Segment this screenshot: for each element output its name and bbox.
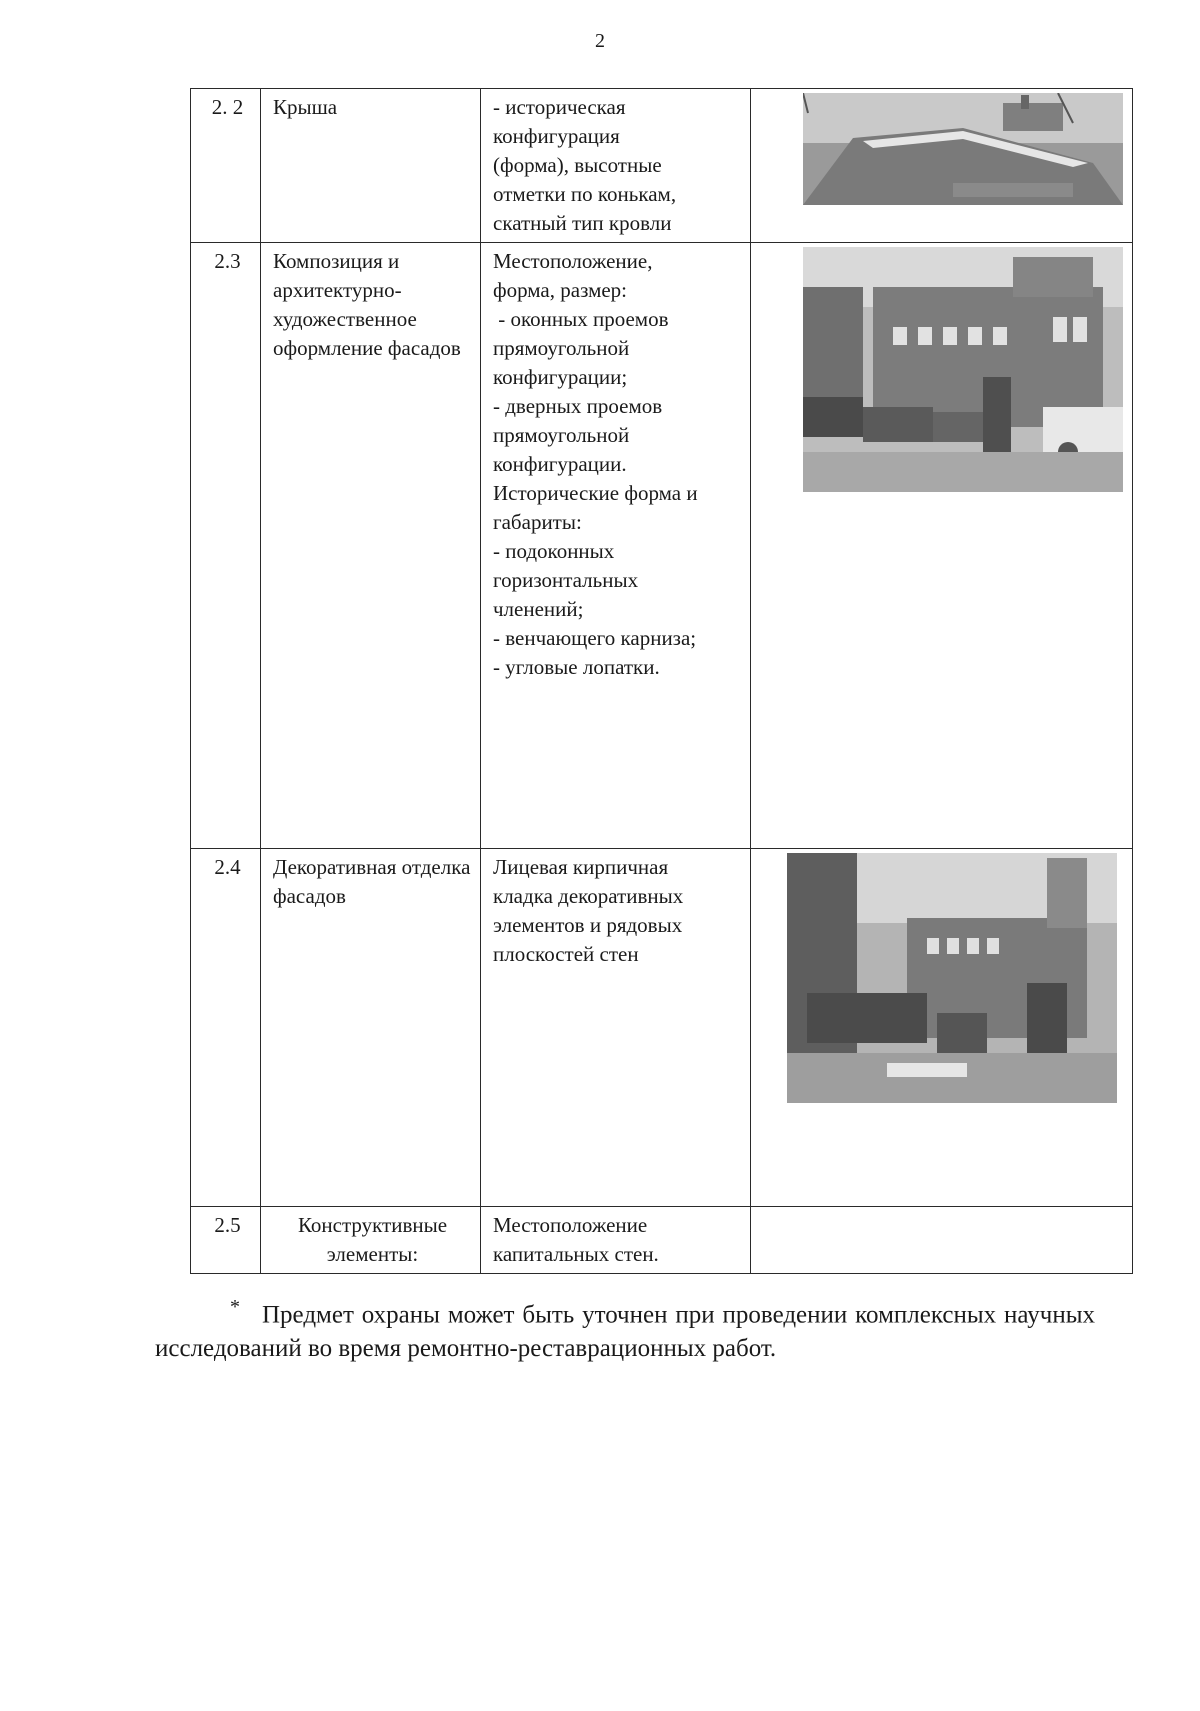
description-line: скатный тип кровли bbox=[493, 211, 672, 235]
brickwork-photo bbox=[787, 853, 1117, 1103]
table-row bbox=[191, 1207, 1133, 1274]
footnote-marker: * bbox=[230, 1296, 240, 1318]
element-name: Крыша bbox=[261, 89, 481, 243]
description-line: габариты: bbox=[493, 510, 582, 534]
protection-table bbox=[190, 88, 1133, 1274]
element-name: Композиция и архитектурно-художественное оформление фасадов bbox=[261, 243, 481, 849]
element-description bbox=[481, 1207, 751, 1274]
description-line: - дверных проемов bbox=[493, 394, 663, 418]
roof-photo bbox=[803, 93, 1123, 205]
footnote bbox=[155, 1290, 1095, 1366]
description-line: - историческая bbox=[493, 95, 626, 119]
table-row bbox=[191, 849, 1133, 1207]
description-line: - оконных проемов bbox=[493, 307, 669, 331]
description-line: конфигурация bbox=[493, 124, 620, 148]
photo-cell-empty bbox=[751, 1207, 1133, 1274]
element-name: Декоративная отделка фасадов bbox=[261, 849, 481, 1207]
table-row bbox=[191, 243, 1133, 849]
photo-cell bbox=[751, 243, 1133, 849]
description-line: Лицевая кирпичная bbox=[493, 855, 669, 879]
description-line: элементов и рядовых bbox=[493, 913, 683, 937]
row-number: 2.5 bbox=[191, 1207, 261, 1274]
description-line: конфигурации. bbox=[493, 452, 627, 476]
table-row bbox=[191, 89, 1133, 243]
photo-cell bbox=[751, 89, 1133, 243]
description-line: конфигурации; bbox=[493, 365, 628, 389]
footnote-text: Предмет охраны может быть уточнен при проведении комплексных научных исследований во время ремонтно-реставрационных работ. bbox=[155, 1301, 1095, 1363]
description-line: горизонтальных bbox=[493, 568, 639, 592]
element-name: Конструктивные элементы: bbox=[261, 1207, 481, 1274]
description-line: форма, размер: bbox=[493, 278, 628, 302]
element-description bbox=[481, 849, 751, 1207]
description-line: прямоугольной bbox=[493, 423, 630, 447]
row-number: 2.3 bbox=[191, 243, 261, 849]
description-line: кладка декоративных bbox=[493, 884, 684, 908]
description-line: - венчающего карниза; bbox=[493, 626, 697, 650]
element-description bbox=[481, 243, 751, 849]
facade-photo bbox=[803, 247, 1123, 492]
description-line: Местоположение, bbox=[493, 249, 653, 273]
description-line: капитальных стен. bbox=[493, 1242, 659, 1266]
description-line: - подоконных bbox=[493, 539, 615, 563]
page-number: 2 bbox=[595, 30, 605, 52]
description-line: Исторические форма и bbox=[493, 481, 698, 505]
photo-cell bbox=[751, 849, 1133, 1207]
row-number: 2. 2 bbox=[191, 89, 261, 243]
description-line: прямоугольной bbox=[493, 336, 630, 360]
description-line: членений; bbox=[493, 597, 584, 621]
description-line: отметки по конькам, bbox=[493, 182, 677, 206]
description-line: Местоположение bbox=[493, 1213, 648, 1237]
description-line: - угловые лопатки. bbox=[493, 655, 660, 679]
element-description bbox=[481, 89, 751, 243]
description-line: (форма), высотные bbox=[493, 153, 662, 177]
description-line: плоскостей стен bbox=[493, 942, 639, 966]
row-number: 2.4 bbox=[191, 849, 261, 1207]
